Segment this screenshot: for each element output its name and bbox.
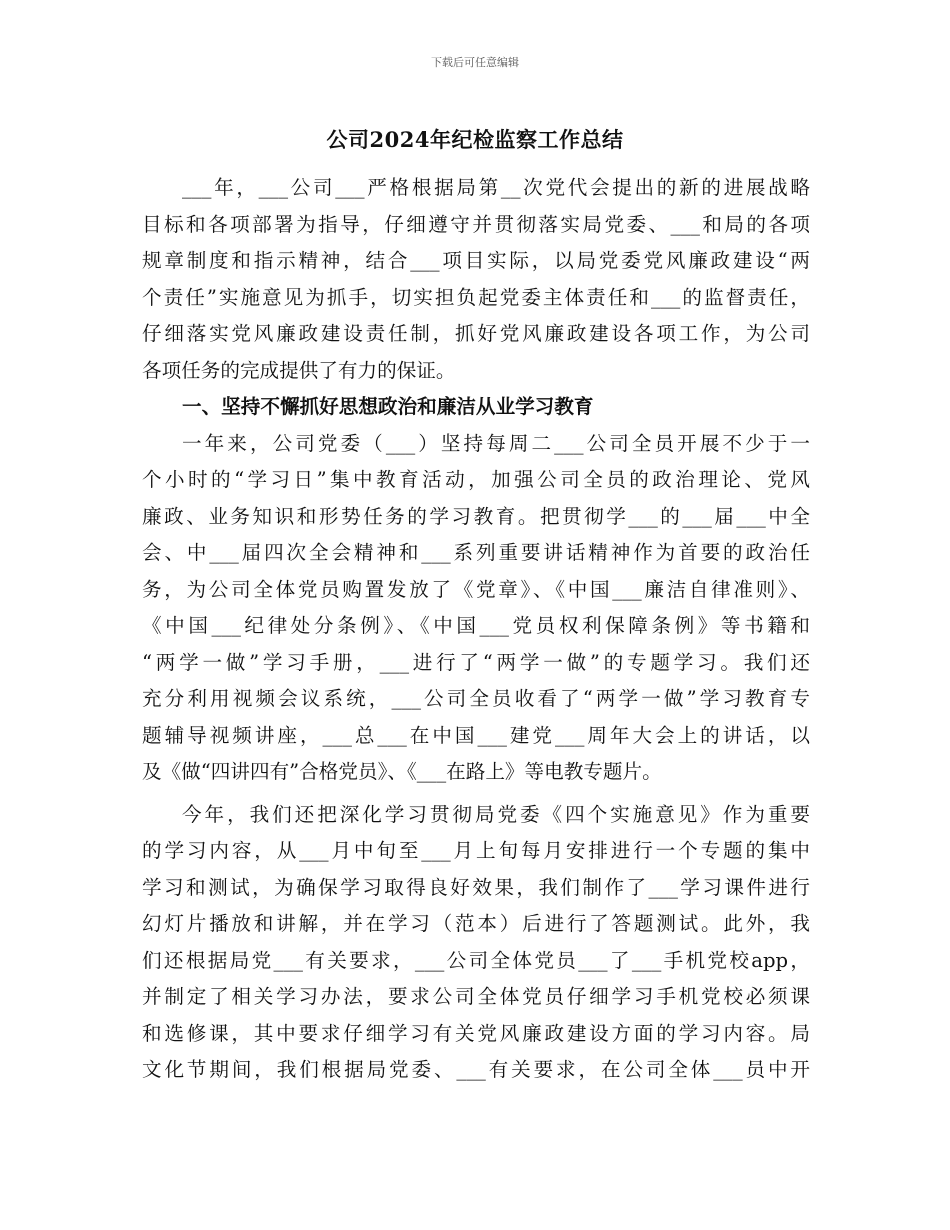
paragraph-line: 学习和测试，为确保学习取得良好效果，我们制作了___学习课件进行 [142,875,810,899]
document-title: 公司2024年纪检监察工作总结 [326,127,624,152]
paragraph-line: 文化节期间，我们根据局党委、___有关要求，在公司全体___员中开 [142,1058,810,1081]
page-header-note: 下载后可任意编辑 [431,56,519,69]
paragraph-line: 目标和各项部署为指导，仔细遵守并贯彻落实局党委、___和局的各项 [142,212,810,236]
paragraph-line: 《中国___纪律处分条例》、《中国___党员权利保障条例》等书籍和 [142,614,810,637]
paragraph-line: ___年，___公司___严格根据局第__次党代会提出的新的进展战略 [182,176,810,199]
section-heading: 一、坚持不懈抓好思想政治和廉洁从业学习教育 [182,395,594,418]
paragraph-line: 充分利用视频会议系统，___公司全员收看了“两学一做”学习教育专 [142,687,810,710]
paragraph-line: 题辅导视频讲座，___总___在中国___建党___周年大会上的讲话，以 [142,723,810,747]
paragraph-line: 和选修课，其中要求仔细学习有关党风廉政建设方面的学习内容。局 [142,1021,810,1045]
paragraph-line: 仔细落实党风廉政建设责任制，抓好党风廉政建设各项工作，为公司 [142,322,810,345]
paragraph-line: 们还根据局党___有关要求，___公司全体党员___了___手机党校app， [142,948,810,972]
paragraph-line: 个小时的“学习日”集中教育活动，加强公司全员的政治理论、党风 [142,468,810,491]
paragraph-line: “两学一做”学习手册，___进行了“两学一做”的专题学习。我们还 [142,650,810,674]
paragraph-line: 会、中___届四次全会精神和___系列重要讲话精神作为首要的政治任 [142,541,810,564]
paragraph-line: 廉政、业务知识和形势任务的学习教育。把贯彻学___的___届___中全 [142,504,810,528]
paragraph-line: 幻灯片播放和讲解，并在学习（范本）后进行了答题测试。此外，我 [142,912,810,935]
paragraph-line: 一年来，公司党委（___）坚持每周二___公司全员开展不少于一 [182,431,810,455]
paragraph-line: 的学习内容，从___月中旬至___月上旬每月安排进行一个专题的集中 [142,839,810,862]
paragraph-line: 个责任”实施意见为抓手，切实担负起党委主体责任和___的监督责任， [142,285,810,309]
paragraph-line: 今年，我们还把深化学习贯彻局党委《四个实施意见》作为重要 [182,802,810,826]
paragraph-line: 各项任务的完成提供了有力的保证。 [142,358,456,382]
paragraph-line: 及《做“四讲四有”合格党员》、《___在路上》等电教专题片。 [142,760,662,783]
paragraph-line: 规章制度和指示精神，结合___项目实际，以局党委党风廉政建设“两 [142,249,810,272]
paragraph-line: 并制定了相关学习办法，要求公司全体党员仔细学习手机党校必须课 [142,985,810,1008]
document-body [142,170,810,1089]
paragraph-line: 务，为公司全体党员购置发放了《党章》、《中国___廉洁自律准则》、 [142,577,810,601]
